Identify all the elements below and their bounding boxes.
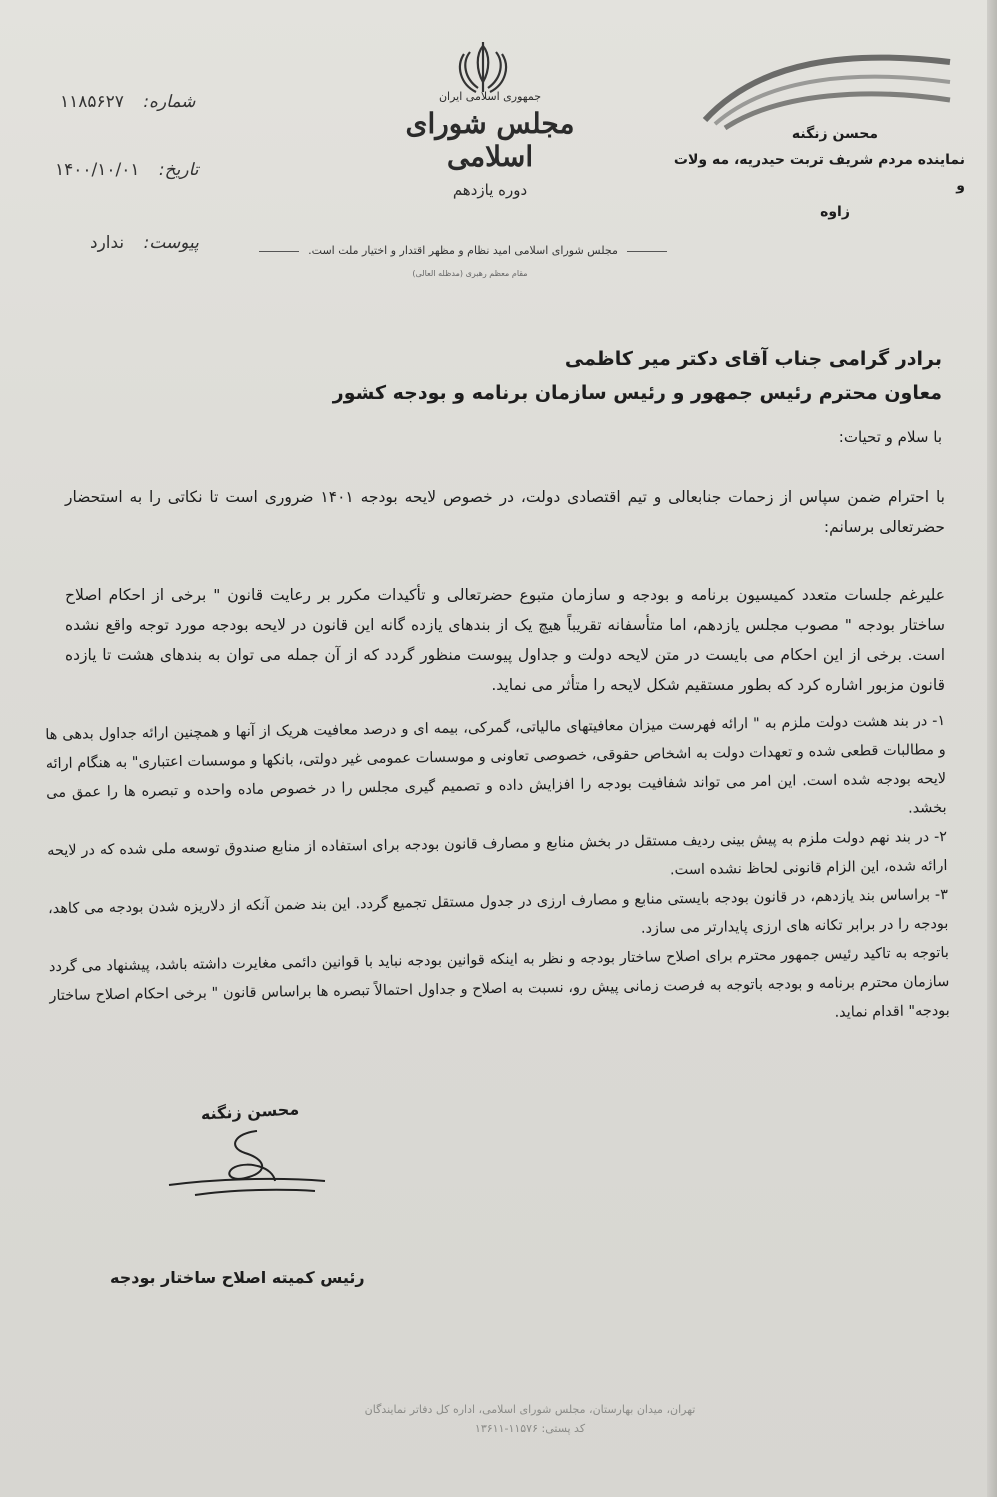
item-1: ۱- در بند هشت دولت ملزم به " ارائه فهرست میزان معافیتهای مالیاتی، گمرکی، بیمه ای و درصد معافیت هریک از آنها و همچنین ارائه جداول بدهی ها و مطالبات قطعی شده و تعهدات دولت به اشخاص حقوقی، خصوصی تعاونی و موسسات عمومی غیر دولتی، بانکها و موسسات اعتباری" به هنگام ارائه لایحه بودجه شده است. این امر می تواند شفافیت بودجه را افزایش داده و تصمیم گیری مجلس را در خصوص ماده واحده و تبصره ها را عمق می بخشد.: [45, 712, 947, 817]
addressee-line-1: برادر گرامی جناب آقای دکتر میر کاظمی: [564, 348, 942, 370]
handwritten-signature-icon: [165, 1125, 335, 1205]
addressee-block: [333, 342, 942, 410]
number-value: ۱۱۸۵۶۲۷: [60, 92, 124, 112]
salutation: با سلام و تحیات:: [838, 428, 942, 446]
intro-paragraph: با احترام ضمن سپاس از زحمات جنابعالی و تیم اقتصادی دولت، در خصوص لایحه بودجه ۱۴۰۱ ضروری است تا نکاتی را به استحضار حضرتعالی برسانم:: [65, 487, 945, 536]
letter-attachment: [90, 233, 199, 253]
item-2: ۲- در بند نهم دولت ملزم به پیش بینی ردیف مستقل در بخش منابع و مصارف قانون بودجه برای استفاده از منابع صندوق توسعه ملی شده که در لایحه ارائه شده، این الزام قانونی لحاظ نشده است.: [47, 828, 948, 879]
date-label: تاریخ:: [158, 160, 199, 180]
items-block: [45, 707, 950, 1040]
addressee-line-2: معاون محترم رئیس جمهور و رئیس سازمان برنامه و بودجه کشور: [332, 382, 942, 405]
parliament-logo: [390, 90, 590, 199]
letterhead-footer: [300, 1400, 760, 1438]
main-paragraph: علیرغم جلسات متعدد کمیسیون برنامه و بودجه و سازمان متبوع حضرتعالی و تأکیدات مکرر بر رعایت قانون " برخی از احکام اصلاح ساختار بودجه " مصوب مجلس یازدهم، اما متأسفانه تقریباً هیچ یک از بندهای یازده گانه این قانون در لایحه بودجه مورد توجه واقع نشده است. برخی از این احکام می بایست در متن لایحه دولت و جداول پیوست منظور گردد که از آن جمله می توان به بندهای هشت تا یازده قانون مزبور اشاره کرد که بطور مستقیم شکل لایحه را متأثر می نماید.: [65, 585, 945, 694]
slogan-text: مجلس شورای اسلامی امید نظام و مظهر اقتدار و اختیار ملت است.: [308, 244, 618, 257]
attachment-value: ندارد: [90, 233, 125, 253]
date-value: ۱۴۰۰/۱۰/۰۱: [55, 160, 140, 180]
page-edge: [987, 0, 997, 1497]
signature-block: [165, 1099, 335, 1205]
letter-number: [60, 92, 195, 112]
flag-swoosh-icon: [700, 40, 955, 130]
letter-date: [55, 160, 198, 180]
slogan-rule-left: [627, 251, 667, 252]
sender-line-1: نماینده مردم شریف تربت حیدریه، مه ولات و: [673, 151, 965, 194]
sender-block: [665, 122, 965, 226]
letterhead-slogan: [238, 244, 688, 257]
signatory-name: محسن زنگنه: [200, 1099, 300, 1124]
logo-title: مجلس شورای اسلامی: [405, 107, 575, 173]
sender-line-2: زاوه: [820, 203, 850, 220]
slogan-rule-right: [259, 251, 299, 252]
signatory-title: رئیس کمیته اصلاح ساختار بودجه: [110, 1268, 365, 1287]
slogan-attribution: مقام معظم رهبری (مدظله العالی): [412, 269, 528, 278]
footer-address: تهران، میدان بهارستان، مجلس شورای اسلامی، اداره کل دفاتر نمایندگان: [364, 1403, 696, 1416]
logo-term: دوره یازدهم: [452, 181, 528, 199]
attachment-label: پیوست:: [143, 233, 199, 253]
closing-paragraph: باتوجه به تاکید رئیس جمهور محترم برای اصلاح ساختار بودجه و نظر به اینکه قوانین بودجه نباید با قوانین دائمی مغایرت داشته باشد، پیشنهاد می گردد سازمان محترم برنامه و بودجه باتوجه به فرصت زمانی پیش رو، نسبت به اصلاح و جداول احتمالاً تبصره ها براساس قانون " برخی احکام اصلاح ساختار بودجه" اقدام نماید.: [48, 944, 950, 1021]
number-label: شماره:: [143, 92, 196, 112]
item-3: ۳- براساس بند یازدهم، در قانون بودجه بایستی منابع و مصارف ارزی در جدول مستقل تجمیع گردد. این بند ضمن آنکه از دلاریزه شدن بودجه می کاهد، بودجه را در برابر تکانه های ارزی پایدارتر می سازد.: [47, 886, 949, 937]
sender-name: محسن زنگنه: [791, 126, 879, 142]
logo-subtitle: جمهوری اسلامی ایران: [438, 90, 542, 103]
footer-postal-code: کد پستی: ۱۱۵۷۶-۱۳۶۱۱: [474, 1422, 586, 1435]
